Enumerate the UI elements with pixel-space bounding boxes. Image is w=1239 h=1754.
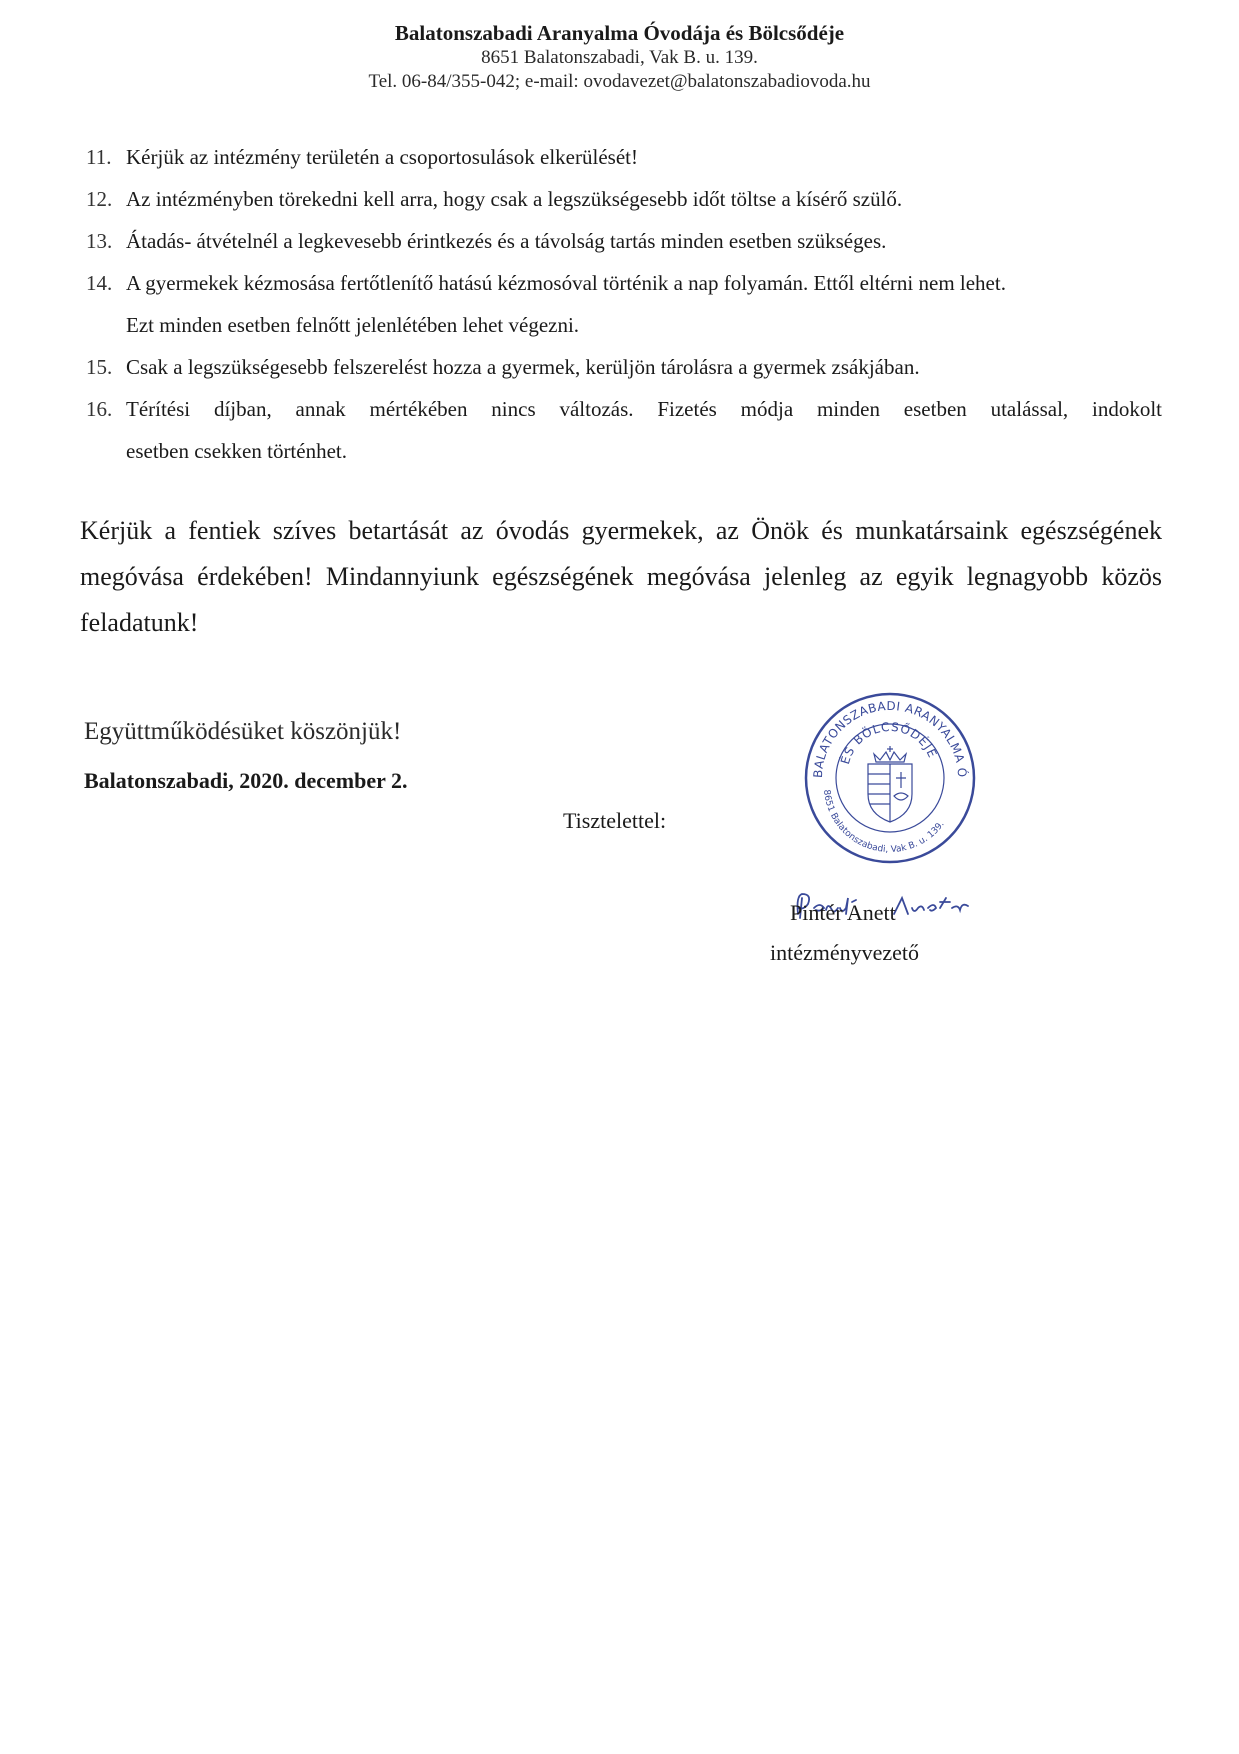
- rule-text-continued: Ezt minden esetben felnőtt jelenlétében lehet végezni.: [126, 313, 580, 337]
- signer-title: intézményvezető: [770, 940, 920, 965]
- rule-text: Kérjük az intézmény területén a csoportosulások elkerülését!: [126, 145, 638, 169]
- rule-number: 11.: [86, 145, 112, 169]
- rule-item: [86, 224, 1162, 258]
- rule-item: [86, 266, 1162, 342]
- closing-paragraph: Kérjük a fentiek szíves betartását az óvodás gyermekek, az Önök és munkatársaink egészségének megóvása érdekében! Mindannyiunk egészségének megóvása jelenleg az egyik legnagyobb közös feladatunk!: [80, 516, 1162, 637]
- rule-text: Csak a legszükségesebb felszerelést hozza a gyermek, kerüljön tárolásra a gyermek zsákjában.: [126, 355, 920, 379]
- stamp-inner-text: ÉS BÖLCSŐDÉJE: [838, 719, 940, 766]
- rule-text: A gyermekek kézmosása fertőtlenítő hatású kézmosóval történik a nap folyamán. Ettől eltérni nem lehet.: [126, 271, 1006, 295]
- rule-text: Az intézményben törekedni kell arra, hogy csak a legszükségesebb időt töltse a kísérő szülő.: [126, 187, 903, 211]
- rule-text: Térítési díjban, annak mértékében nincs változás. Fizetés módja minden esetben utalással, indokolt: [126, 397, 1162, 421]
- org-name: Balatonszabadi Aranyalma Óvodája és Bölcsődéje: [394, 21, 845, 45]
- letterhead: [0, 20, 1239, 94]
- org-contact: Tel. 06-84/355-042; e-mail: ovodavezet@balatonszabadiovoda.hu: [368, 71, 871, 92]
- signature-text: Pintér Anett: [885, 925, 895, 927]
- rule-number: 12.: [86, 187, 113, 211]
- stamp-outer-text: BALATONSZABADI ARANYALMA Ó: [810, 698, 970, 779]
- rule-item: [86, 182, 1162, 216]
- stamp-seal-icon: [800, 678, 980, 878]
- regards-line: Tisztelettel:: [563, 808, 667, 833]
- rule-item: [86, 140, 1162, 174]
- rule-item: [86, 392, 1162, 468]
- stamp-bottom-text: 8651 Balatonszabadi, Vak B. u. 139.: [821, 789, 947, 856]
- signer-name: Pintér Anett: [790, 900, 896, 925]
- org-address: 8651 Balatonszabadi, Vak B. u. 139.: [481, 47, 758, 68]
- date-line: Balatonszabadi, 2020. december 2.: [84, 768, 408, 793]
- thanks-line: Együttműködésüket köszönjük!: [84, 718, 402, 745]
- rule-number: 15.: [86, 355, 113, 379]
- official-stamp: [800, 678, 980, 878]
- svg-text:ÉS BÖLCSŐDÉJE: [837, 720, 940, 766]
- rules-list: [86, 140, 1162, 476]
- rule-text: Átadás- átvételnél a legkevesebb érintkezés és a távolság tartás minden esetben szükséges.: [126, 229, 887, 253]
- rule-number: 13.: [86, 229, 113, 253]
- rule-number: 14.: [86, 271, 113, 295]
- rule-text-continued: esetben csekken történhet.: [126, 439, 347, 463]
- rule-number: 16.: [86, 397, 113, 421]
- rule-item: [86, 350, 1162, 384]
